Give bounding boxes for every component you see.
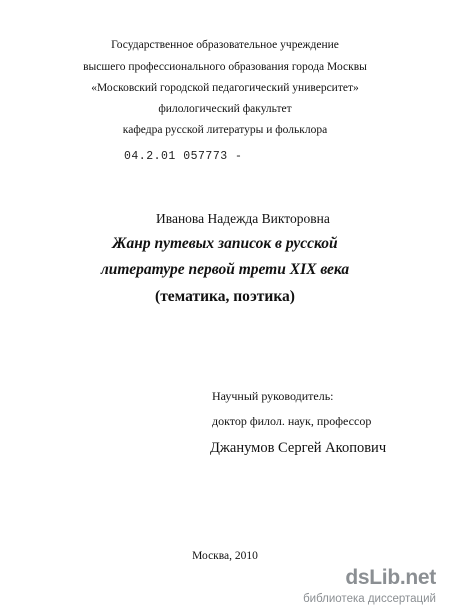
registration-stamp: 04.2.01 057773 - [124, 150, 243, 163]
institution-line-1: Государственное образовательное учреждение [111, 39, 339, 51]
faculty-line: филологический факультет [158, 103, 292, 115]
supervisor-degree: доктор филол. наук, профессор [212, 414, 372, 428]
department-line: кафедра русской литературы и фольклора [122, 124, 328, 136]
thesis-title-line-3: (тематика, поэтика) [155, 288, 295, 305]
dslib-watermark [286, 566, 436, 610]
institution-line-2: высшего профессионального образования города Москвы [83, 61, 367, 73]
institution-line-3: «Московский городской педагогический университет» [91, 82, 359, 94]
watermark-tagline: библиотека диссертаций [303, 593, 436, 605]
thesis-title-line-2: литературе первой трети XIX века [100, 261, 350, 278]
supervisor-name: Джанумов Сергей Акопович [210, 440, 387, 456]
supervisor-label: Научный руководитель: [212, 389, 334, 403]
thesis-title-line-1: Жанр путевых записок в русской [112, 235, 338, 252]
watermark-logo: dsLib.net [345, 566, 436, 589]
author-name: Иванова Надежда Викторовна [156, 211, 330, 226]
city-year: Москва, 2010 [192, 550, 258, 562]
